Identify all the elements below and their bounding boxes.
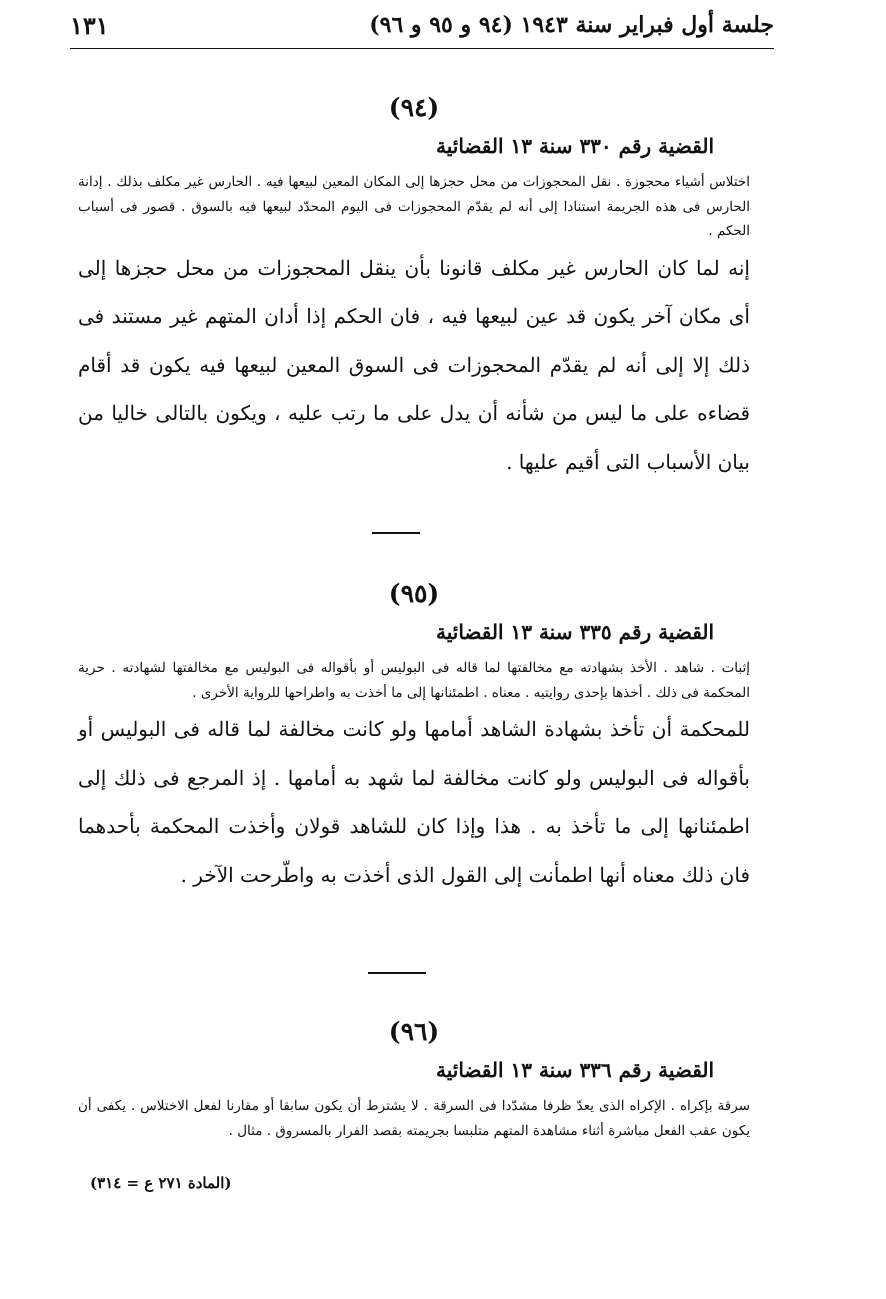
case-reference: القضية رقم ٣٣٠ سنة ١٣ القضائية: [436, 134, 714, 158]
case-95: [78, 574, 750, 899]
case-94: [78, 88, 750, 486]
case-headnote: اختلاس أشياء محجوزة . نقل المحجوزات من محل حجزها إلى المكان المعين لبيعها فيه . الحارس غير مكلف بذلك . إدانة الحارس فى هذه الجريمة استنادا إلى أنه لم يقدّم المحجوزات فى اليوم المحدّد لبيعها فيه بالسوق . قصور فى أسباب الحكم .: [78, 174, 750, 239]
case-ruling: إنه لما كان الحارس غير مكلف قانونا بأن ينقل المحجوزات من محل حجزها إلى أى مكان آخر يكون قد عين لبيعها فيه ، فان الحكم إذا أدان المتهم غير مستند فى ذلك إلا إلى أنه لم يقدّم المحجوزات فى السوق المعين لبيعها فيه يكون قد أقام قضاءه على ما ليس من شأنه أن يدل على ما رتب عليه ، ويكون بالتالى خاليا من بيان الأسباب التى أقيم عليها .: [78, 255, 750, 474]
header-divider: [70, 48, 774, 49]
case-reference: القضية رقم ٣٣٦ سنة ١٣ القضائية: [436, 1058, 714, 1082]
case-ruling: للمحكمة أن تأخذ بشهادة الشاهد أمامها ولو كانت مخالفة لما قاله فى البوليس أو بأقواله فى البوليس ولو كانت مخالفة لما شهد به أمامها . إذ المرجع فى ذلك إلى اطمئنانها إلى ما تأخذ به . هذا وإذا كان للشاهد قولان وأخذت المحكمة بأحدهما فان ذلك معناه أنها اطمأنت إلى القول الذى أخذت به واطّرحت الآخر .: [78, 717, 750, 887]
case-headnote: سرقة بإكراه . الإكراه الذى يعدّ ظرفا مشدّدا فى السرقة . لا يشترط أن يكون سابقا أو مقارنا لفعل الاختلاس . يكفى أن يكون عقب الفعل مباشرة أثناء مشاهدة المتهم متلبسا بجريمته بقصد الفرار بالمسروق . مثال .: [78, 1098, 750, 1139]
page-header: [70, 8, 774, 42]
case-reference: القضية رقم ٣٣٥ سنة ١٣ القضائية: [436, 620, 714, 644]
section-divider: [368, 972, 426, 974]
case-headnote: إثبات . شاهد . الأخذ بشهادته مع مخالفتها لما قاله فى البوليس أو بأقواله فى البوليس مع مخالفتها لشهادته . حرية المحكمة فى ذلك . أخذها بإحدى روايتيه . معناه . اطمئنانها إلى ما أخذت به واطراحها للرواية الأخرى .: [78, 660, 750, 701]
section-divider: [372, 532, 420, 534]
case-96: [78, 1012, 750, 1143]
case-number: (٩٤): [388, 93, 440, 122]
article-reference: (المادة ٢٧١ ع = ٣١٤): [90, 1174, 232, 1192]
case-number: (٩٥): [388, 579, 440, 608]
page-number: ١٣١: [70, 10, 109, 40]
running-title: جلسة أول فبراير سنة ١٩٤٣ (٩٤ و ٩٥ و ٩٦): [369, 12, 774, 38]
case-number: (٩٦): [388, 1017, 440, 1046]
